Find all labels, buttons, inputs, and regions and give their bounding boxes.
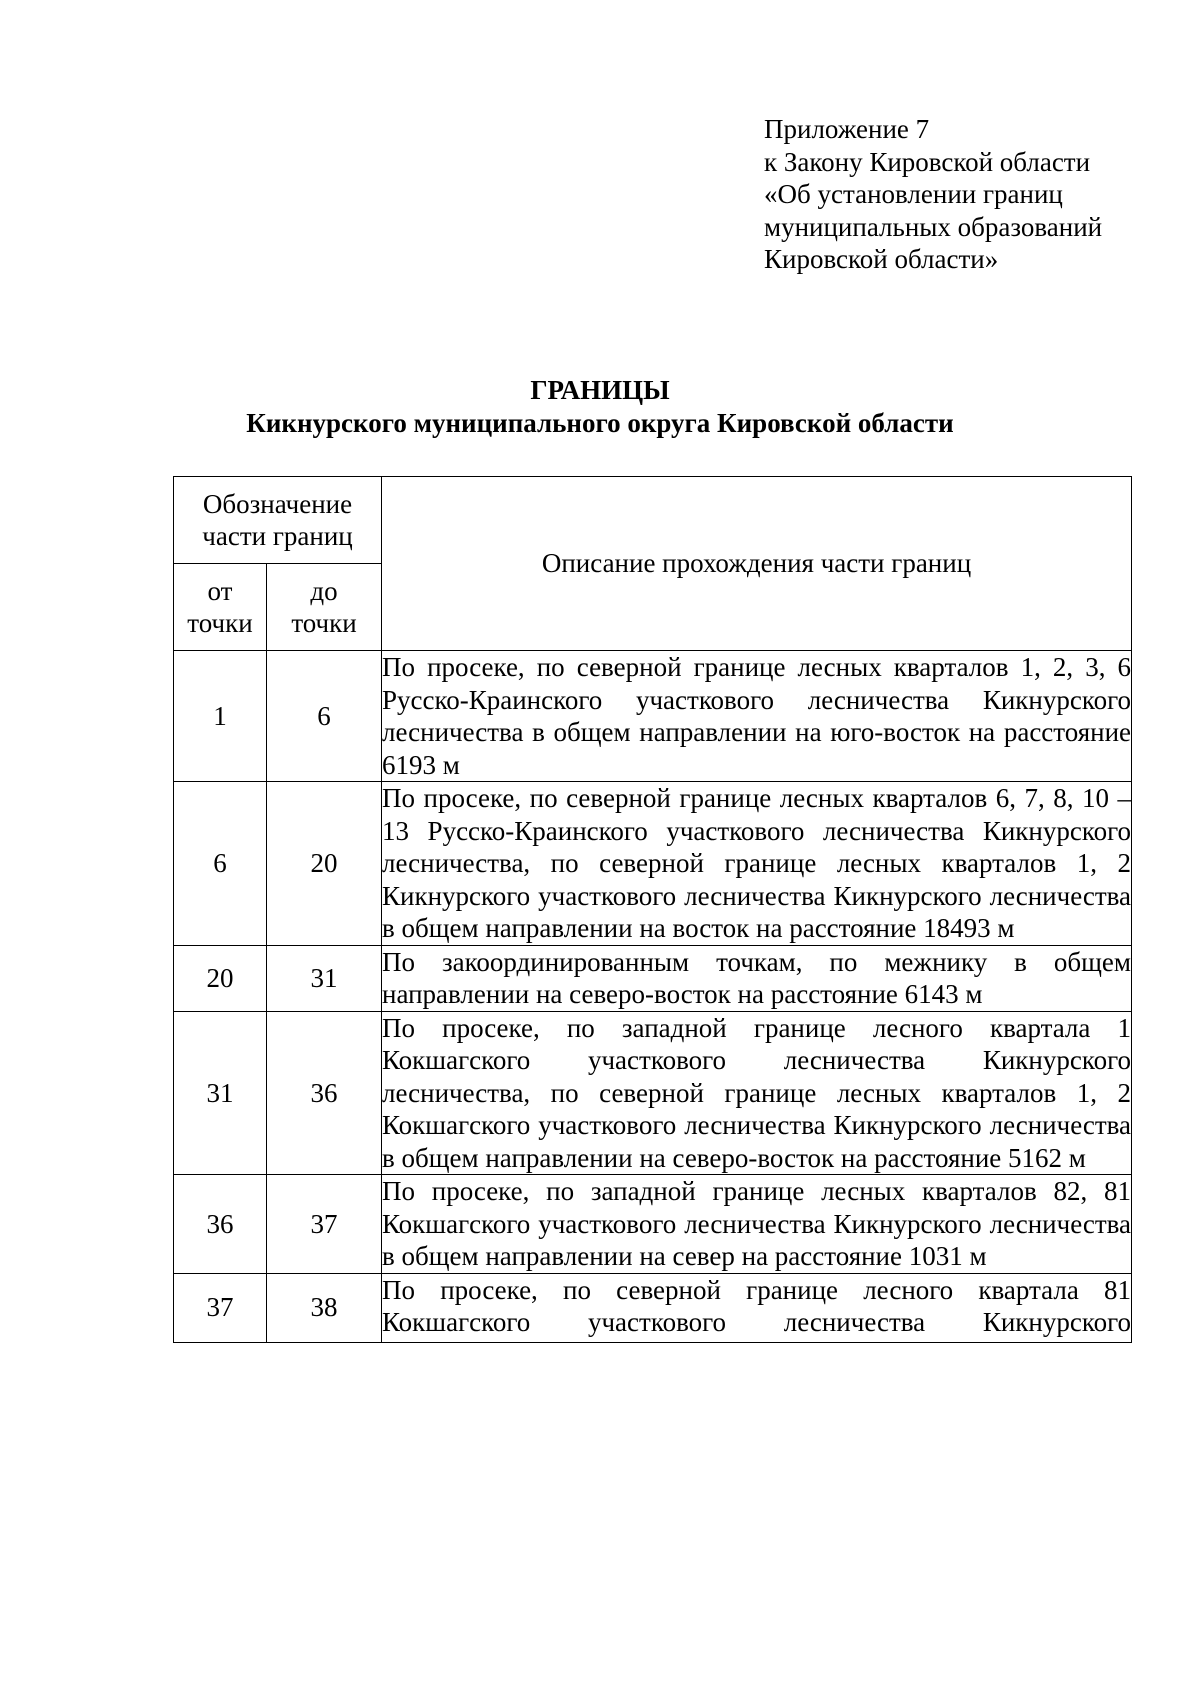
cell-to: 37 — [267, 1175, 382, 1274]
cell-to: 31 — [267, 945, 382, 1011]
header-to-line-1: до — [310, 575, 338, 606]
title-line-1: ГРАНИЦЫ — [530, 375, 670, 405]
cell-from: 37 — [174, 1273, 267, 1342]
cell-from: 36 — [174, 1175, 267, 1274]
header-from-point — [174, 564, 267, 651]
table-row — [174, 945, 1132, 1011]
annex-line: к Закону Кировской области — [764, 146, 1091, 177]
annex-line: «Об установлении границ — [764, 179, 1063, 209]
cell-from: 1 — [174, 651, 267, 782]
table-row — [174, 1011, 1132, 1175]
header-designation-line-2: части границ — [202, 521, 353, 551]
annex-line: муниципальных образований — [764, 211, 1103, 242]
cell-from: 31 — [174, 1011, 267, 1175]
header-from-line-1: от — [207, 575, 233, 606]
header-designation — [174, 477, 382, 564]
cell-description: По просеке, по западной границе лесных кварталов 82, 81 Кокшагского участкового лесничества Кикнурского лесничества в общем направлении на север на расстояние 1031 м — [382, 1176, 1132, 1271]
table-row — [174, 1175, 1132, 1274]
cell-from: 20 — [174, 945, 267, 1011]
table-row — [174, 1273, 1132, 1342]
title-line-2: Кикнурского муниципального округа Кировской области — [246, 408, 954, 438]
cell-description: По просеке, по северной границе лесных кварталов 6, 7, 8, 10 – 13 Русско-Краинского участкового лесничества Кикнурского лесничества, по северной границе лесных кварталов 1, 2 Кикнурского участкового лесничества Кикнурского лесничества в общем направлении на восток на расстояние 18493 м — [382, 783, 1132, 943]
document-title — [0, 374, 1200, 440]
cell-description: По просеке, по северной границе лесных кварталов 1, 2, 3, 6 Русско-Краинского участкового лесничества Кикнурского лесничества в общем направлении на юго-восток на расстояние 6193 м — [382, 652, 1132, 780]
header-to-point — [267, 564, 382, 651]
table-row — [174, 782, 1132, 946]
cell-to: 38 — [267, 1273, 382, 1342]
cell-description: По просеке, по западной границе лесного квартала 1 Кокшагского участкового лесничества Кикнурского лесничества, по северной границе лесных кварталов 1, 2 Кокшагского участкового лесничества Кикнурского лесничества в общем направлении на северо-восток на расстояние 5162 м — [382, 1012, 1132, 1173]
annex-block — [764, 113, 1184, 276]
header-row — [174, 477, 1132, 564]
annex-line: Кировской области» — [764, 244, 999, 274]
cell-from: 6 — [174, 782, 267, 946]
cell-to: 6 — [267, 651, 382, 782]
cell-description: По просеке, по северной границе лесного квартала 81 Кокшагского участкового лесничества Кикнурского — [382, 1273, 1132, 1342]
cell-to: 20 — [267, 782, 382, 946]
cell-description: По закоординированным точкам, по межнику в общем направлении на северо-восток на расстояние 6143 м — [382, 946, 1132, 1009]
header-designation-line-1: Обозначение — [202, 488, 353, 519]
cell-to: 36 — [267, 1011, 382, 1175]
boundaries-table — [173, 476, 1132, 1343]
header-from-line-2: точки — [187, 608, 253, 638]
header-to-line-2: точки — [291, 608, 357, 638]
annex-line: Приложение 7 — [764, 114, 930, 144]
table-row — [174, 651, 1132, 782]
header-description: Описание прохождения части границ — [382, 477, 1132, 651]
